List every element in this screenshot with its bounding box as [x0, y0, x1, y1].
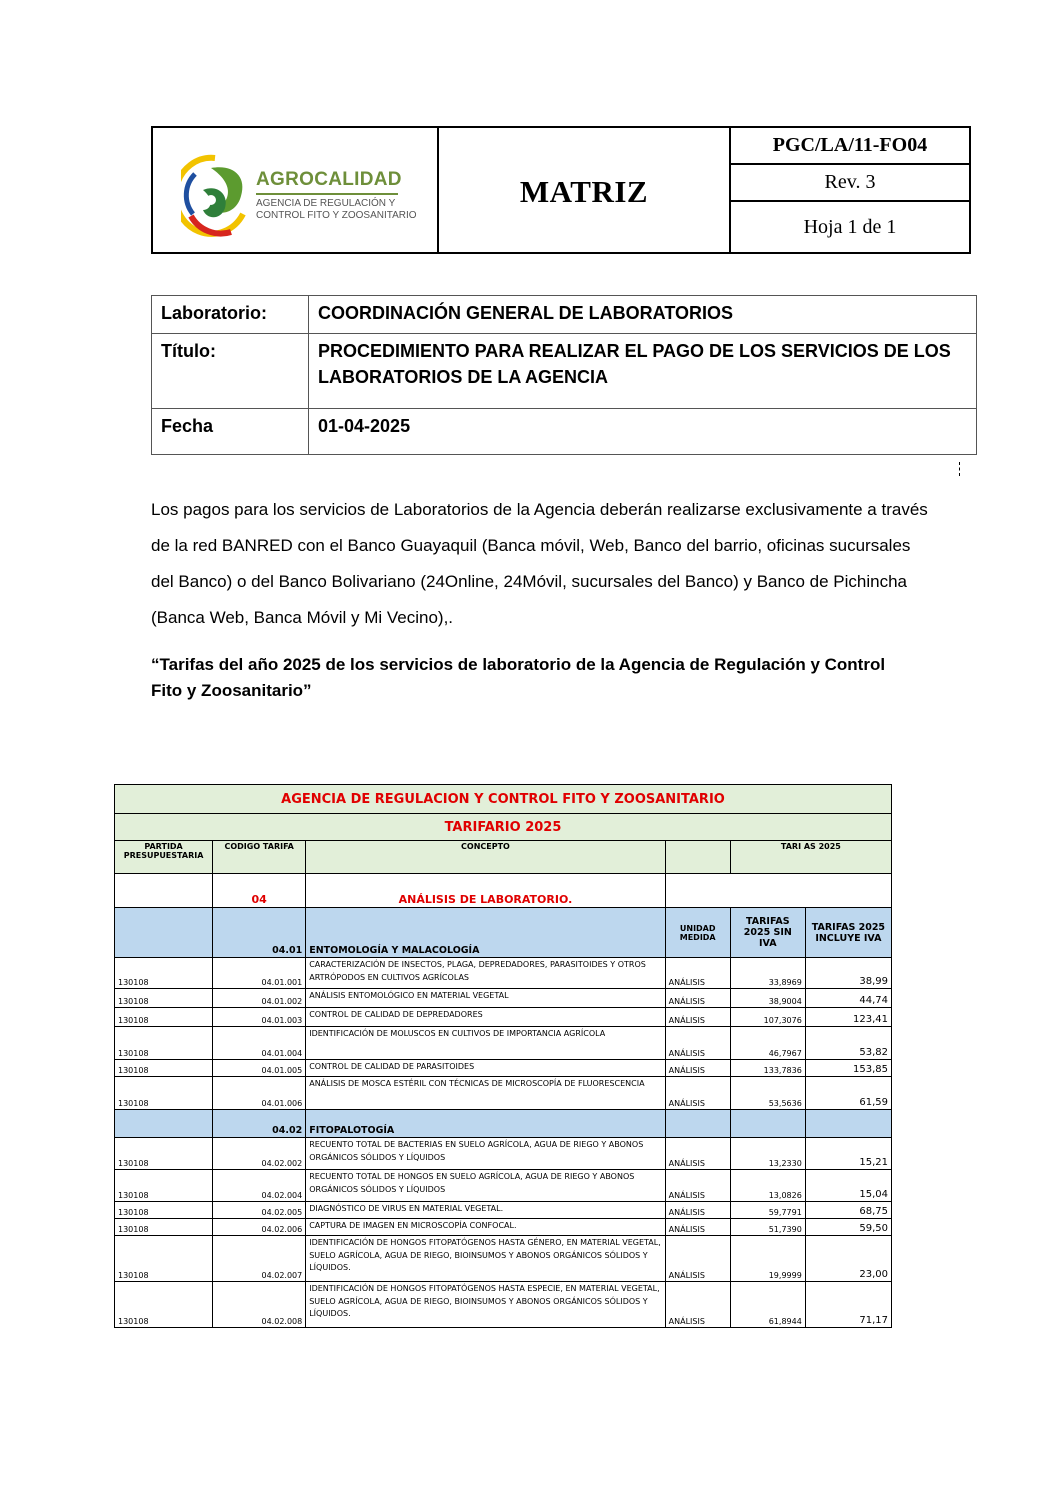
row-unidad: ANÁLISIS	[665, 1027, 730, 1060]
row-concepto: RECUENTO TOTAL DE BACTERIAS EN SUELO AGRÍCOLA, AGUA DE RIEGO Y ABONOS ORGÁNICOS SÓLIDOS Y LÍQUIDOS	[306, 1138, 665, 1170]
banner-row-agency	[115, 785, 892, 814]
info-table	[151, 295, 977, 455]
row-sin-iva: 38,9004	[730, 989, 805, 1008]
document-type-title: MATRIZ	[439, 128, 731, 252]
row-unidad: ANÁLISIS	[665, 1077, 730, 1110]
section-name: ENTOMOLOGÍA Y MALACOLOGÍA	[306, 908, 665, 958]
logo-subtitle-1: AGENCIA DE REGULACIÓN Y	[256, 198, 396, 209]
section-partida-empty	[115, 1110, 213, 1138]
row-con-iva: 15,21	[805, 1138, 891, 1170]
section-row	[115, 1110, 892, 1138]
row-unidad: ANÁLISIS	[665, 1236, 730, 1282]
row-con-iva: 44,74	[805, 989, 891, 1008]
row-concepto: RECUENTO TOTAL DE HONGOS EN SUELO AGRÍCOLA, AGUA DE RIEGO Y ABONOS ORGÁNICOS SÓLIDOS Y LÍQUIDOS	[306, 1170, 665, 1202]
row-partida: 130108	[115, 1219, 213, 1236]
logo-text	[256, 169, 417, 222]
tariff-body	[115, 908, 892, 1328]
row-concepto: ANÁLISIS DE MOSCA ESTÉRIL CON TÉCNICAS DE MICROSCOPÍA DE FLUORESCENCIA	[306, 1077, 665, 1110]
title-value: PROCEDIMIENTO PARA REALIZAR EL PAGO DE LOS SERVICIOS DE LOS LABORATORIOS DE LA AGENCIA	[309, 334, 977, 409]
row-sin-iva: 13,2330	[730, 1138, 805, 1170]
unit-header: UNIDAD MEDIDA	[665, 908, 730, 958]
row-sin-iva: 13,0826	[730, 1170, 805, 1202]
section-empty	[805, 1110, 891, 1138]
row-partida: 130108	[115, 1202, 213, 1219]
row-partida: 130108	[115, 1170, 213, 1202]
row-sin-iva: 53,5636	[730, 1077, 805, 1110]
row-concepto: CAPTURA DE IMAGEN EN MICROSCOPÍA CONFOCAL.	[306, 1219, 665, 1236]
logo-subtitle-2: CONTROL FITO Y ZOOSANITARIO	[256, 210, 417, 221]
row-con-iva: 53,82	[805, 1027, 891, 1060]
row-con-iva: 71,17	[805, 1282, 891, 1328]
row-codigo: 04.02.007	[213, 1236, 306, 1282]
table-row	[115, 958, 892, 989]
row-partida: 130108	[115, 1236, 213, 1282]
table-row	[115, 1138, 892, 1170]
row-unidad: ANÁLISIS	[665, 1202, 730, 1219]
col-blank	[665, 841, 730, 874]
row-concepto: IDENTIFICACIÓN DE MOLUSCOS EN CULTIVOS DE IMPORTANCIA AGRÍCOLA	[306, 1027, 665, 1060]
logo-cell	[153, 128, 439, 252]
info-row-date	[152, 409, 977, 455]
date-value: 01-04-2025	[309, 409, 977, 455]
logo-divider	[256, 193, 398, 195]
tariff-sin-iva-header: TARIFAS 2025 SIN IVA	[730, 908, 805, 958]
section-empty	[730, 1110, 805, 1138]
row-unidad: ANÁLISIS	[665, 1138, 730, 1170]
row-codigo: 04.01.003	[213, 1008, 306, 1027]
row-con-iva: 23,00	[805, 1236, 891, 1282]
table-row	[115, 1236, 892, 1282]
row-codigo: 04.01.006	[213, 1077, 306, 1110]
section-row	[115, 908, 892, 958]
col-partida: PARTIDA PRESUPUESTARIA	[115, 841, 213, 874]
lab-label: Laboratorio:	[152, 296, 309, 334]
row-concepto: CONTROL DE CALIDAD DE PARASITOIDES	[306, 1060, 665, 1077]
row-codigo: 04.02.005	[213, 1202, 306, 1219]
row-codigo: 04.02.002	[213, 1138, 306, 1170]
tariff-table	[114, 784, 892, 1328]
row-codigo: 04.01.005	[213, 1060, 306, 1077]
section-empty	[665, 1110, 730, 1138]
row-codigo: 04.01.004	[213, 1027, 306, 1060]
group-row	[115, 874, 892, 908]
agrocalidad-logo-icon	[181, 154, 249, 238]
table-row	[115, 1060, 892, 1077]
row-concepto: CARACTERIZACIÓN DE INSECTOS, PLAGA, DEPREDADORES, PARASITOIDES Y OTROS ARTRÓPODOS EN CULTIVOS AGRÍCOLAS	[306, 958, 665, 989]
group-empty	[665, 874, 891, 908]
row-unidad: ANÁLISIS	[665, 989, 730, 1008]
tarifario-banner: TARIFARIO 2025	[115, 814, 892, 841]
row-concepto: DIAGNÓSTICO DE VIRUS EN MATERIAL VEGETAL.	[306, 1202, 665, 1219]
lab-value: COORDINACIÓN GENERAL DE LABORATORIOS	[309, 296, 977, 334]
row-partida: 130108	[115, 1077, 213, 1110]
row-sin-iva: 46,7967	[730, 1027, 805, 1060]
row-con-iva: 15,04	[805, 1170, 891, 1202]
row-sin-iva: 33,8969	[730, 958, 805, 989]
row-unidad: ANÁLISIS	[665, 1008, 730, 1027]
row-sin-iva: 19,9999	[730, 1236, 805, 1282]
table-row	[115, 1170, 892, 1202]
col-concepto: CONCEPTO	[306, 841, 665, 874]
row-partida: 130108	[115, 1008, 213, 1027]
col-tarifas: TARI AS 2025	[730, 841, 891, 874]
row-unidad: ANÁLISIS	[665, 958, 730, 989]
row-partida: 130108	[115, 1060, 213, 1077]
banner-row-tarifario	[115, 814, 892, 841]
row-con-iva: 153,85	[805, 1060, 891, 1077]
row-concepto: IDENTIFICACIÓN DE HONGOS FITOPATÓGENOS HASTA ESPECIE, EN MATERIAL VEGETAL, SUELO AGRÍCOLA, AGUA DE RIEGO, BIOINSUMOS Y ABONOS ORGÁNICOS SÓLIDOS Y LÍQUIDOS.	[306, 1282, 665, 1328]
row-con-iva: 123,41	[805, 1008, 891, 1027]
row-unidad: ANÁLISIS	[665, 1282, 730, 1328]
row-codigo: 04.01.001	[213, 958, 306, 989]
group-name: ANÁLISIS DE LABORATORIO.	[306, 874, 665, 908]
tariff-con-iva-header: TARIFAS 2025 INCLUYE IVA	[805, 908, 891, 958]
group-code: 04	[213, 874, 306, 908]
title-label: Título:	[152, 334, 309, 409]
table-row	[115, 1202, 892, 1219]
row-sin-iva: 59,7791	[730, 1202, 805, 1219]
row-codigo: 04.02.008	[213, 1282, 306, 1328]
payment-paragraph: Los pagos para los servicios de Laboratorios de la Agencia deberán realizarse exclusivamente a través de la red BANRED con el Banco Guayaquil (Banca móvil, Web, Banco del barrio, oficinas sucursales del Banco) o del Banco Bolivariano (24Online, 24Móvil, sucursales del Banco) y Banco de Pichincha (Banca Web, Banca Móvil y Mi Vecino),.	[151, 500, 928, 627]
row-concepto: CONTROL DE CALIDAD DE DEPREDADORES	[306, 1008, 665, 1027]
row-partida: 130108	[115, 989, 213, 1008]
table-row	[115, 1008, 892, 1027]
table-row	[115, 989, 892, 1008]
row-unidad: ANÁLISIS	[665, 1170, 730, 1202]
info-row-title	[152, 334, 977, 409]
document-sheet: Hoja 1 de 1	[803, 215, 897, 238]
row-codigo: 04.01.002	[213, 989, 306, 1008]
margin-mark	[959, 462, 961, 476]
info-row-lab	[152, 296, 977, 334]
section-code: 04.02	[213, 1110, 306, 1138]
document-revision: Rev. 3	[731, 165, 969, 202]
row-sin-iva: 51,7390	[730, 1219, 805, 1236]
row-con-iva: 38,99	[805, 958, 891, 989]
document-control-cells	[731, 128, 969, 252]
tariff-heading-quote: “Tarifas del año 2025 de los servicios de laboratorio de la Agencia de Regulación y Control Fito y Zoosanitario”	[151, 655, 886, 700]
group-partida-empty	[115, 874, 213, 908]
row-sin-iva: 133,7836	[730, 1060, 805, 1077]
row-sin-iva: 61,8944	[730, 1282, 805, 1328]
row-sin-iva: 107,3076	[730, 1008, 805, 1027]
row-codigo: 04.02.006	[213, 1219, 306, 1236]
section-name: FITOPALOTOGÍA	[306, 1110, 665, 1138]
col-codigo: CODIGO TARIFA	[213, 841, 306, 874]
date-label: Fecha	[152, 409, 309, 455]
table-row	[115, 1282, 892, 1328]
row-con-iva: 68,75	[805, 1202, 891, 1219]
document-code: PGC/LA/11-FO04	[731, 128, 969, 165]
column-header-row	[115, 841, 892, 874]
document-header	[151, 126, 971, 254]
row-con-iva: 61,59	[805, 1077, 891, 1110]
row-con-iva: 59,50	[805, 1219, 891, 1236]
row-codigo: 04.02.004	[213, 1170, 306, 1202]
section-partida-empty	[115, 908, 213, 958]
row-concepto: ANÁLISIS ENTOMOLÓGICO EN MATERIAL VEGETAL	[306, 989, 665, 1008]
row-partida: 130108	[115, 1138, 213, 1170]
row-partida: 130108	[115, 958, 213, 989]
row-unidad: ANÁLISIS	[665, 1219, 730, 1236]
section-code: 04.01	[213, 908, 306, 958]
table-row	[115, 1219, 892, 1236]
table-row	[115, 1077, 892, 1110]
row-partida: 130108	[115, 1282, 213, 1328]
row-unidad: ANÁLISIS	[665, 1060, 730, 1077]
table-row	[115, 1027, 892, 1060]
row-partida: 130108	[115, 1027, 213, 1060]
agency-banner: AGENCIA DE REGULACION Y CONTROL FITO Y ZOOSANITARIO	[115, 785, 892, 814]
row-concepto: IDENTIFICACIÓN DE HONGOS FITOPATÓGENOS HASTA GÉNERO, EN MATERIAL VEGETAL, SUELO AGRÍCOLA, AGUA DE RIEGO, BIOINSUMOS Y ABONOS ORGÁNICOS SÓLIDOS Y LÍQUIDOS.	[306, 1236, 665, 1282]
logo-name: AGROCALIDAD	[256, 169, 402, 190]
